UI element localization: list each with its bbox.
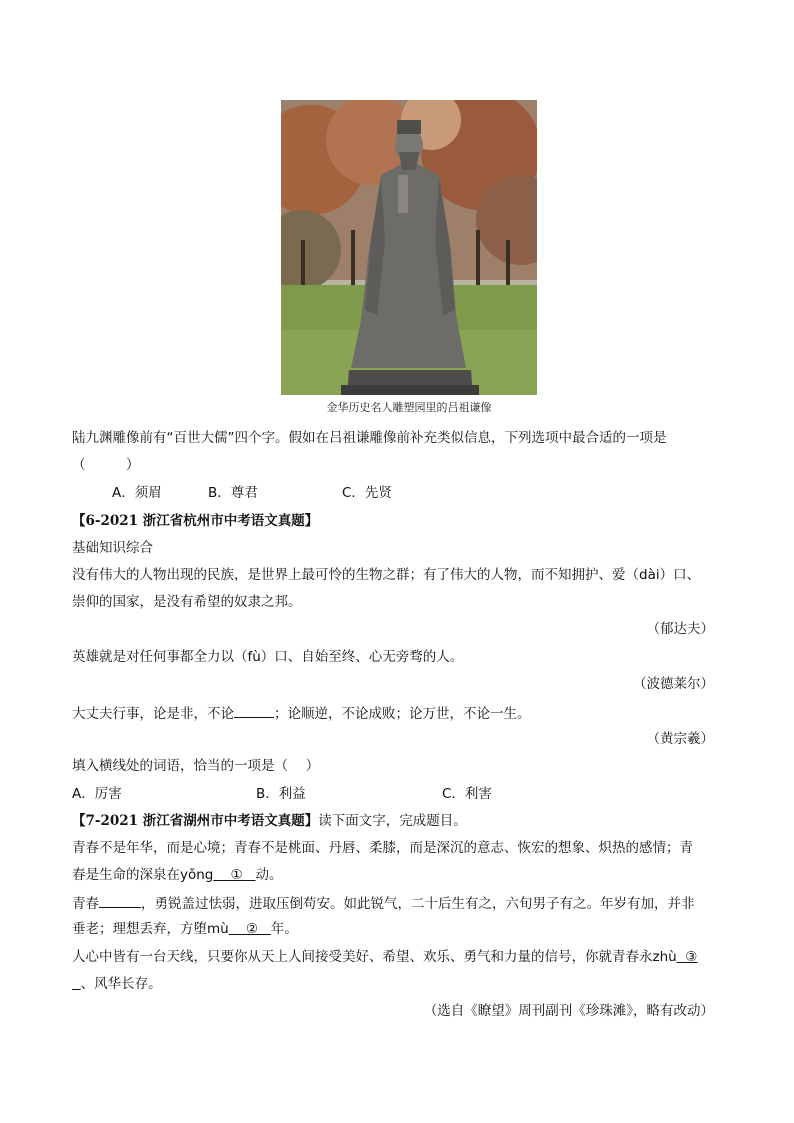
q7-line-4 <box>72 920 298 938</box>
q7-instruction: 读下面文字，完成题目。 <box>318 813 467 829</box>
q7-blank-2-number: ② <box>245 921 258 937</box>
q6-paragraph-2: 英雄就是对任何事都全力以（fù）口、自始至终、心无旁骛的人。 <box>72 649 464 665</box>
q6-paragraph-3 <box>72 703 531 723</box>
q7-l3-before: 青春 <box>72 896 99 912</box>
q7-l2-before: 春是生命的深泉在yǒng <box>72 867 214 883</box>
q6-fill-blank <box>234 703 274 718</box>
q7-l4-before: 垂老；理想丢弃，方堕mù <box>72 921 229 937</box>
q6-option-a: A．厉害 <box>72 786 122 802</box>
q7-line-6 <box>72 975 162 993</box>
q7-line-3 <box>72 893 695 913</box>
q6-author-1: （郁达夫） <box>646 621 714 637</box>
q6-author-2: （波德莱尔） <box>633 676 714 692</box>
q6-options <box>72 785 492 803</box>
q5-answer-paren: （ ） <box>72 457 140 473</box>
photo-caption: 金华历史名人雕塑园里的吕祖谦像 <box>326 402 492 414</box>
q6-subtitle: 基础知识综合 <box>72 540 153 556</box>
q7-blank-qingchun <box>99 893 141 908</box>
q7-l3-after: ，勇锐盖过怯弱，进取压倒苟安。如此锐气，二十后生有之，六旬男子有之。年岁有加，并非 <box>141 896 695 912</box>
q7-line-1: 青春不是年华，而是心境；青春不是桃面、丹唇、柔膝，而是深沉的意志、恢宏的想象、炽热的感情；青 <box>72 840 693 856</box>
q7-source: （选自《瞭望》周刊副刊《珍珠滩》，略有改动） <box>423 1003 714 1019</box>
q5-option-a: A．须眉 <box>112 485 162 501</box>
q7-blank-3-number: ③ <box>685 949 698 965</box>
q7-line-5 <box>72 948 697 966</box>
q6-paragraph-1-line-1: 没有伟大的人物出现的民族，是世界上最可怜的生物之群；有了伟大的人物，而不知拥护、爱（dài）口、 <box>72 567 701 583</box>
q7-header-line <box>72 812 467 830</box>
q5-option-c: C．先贤 <box>342 485 392 501</box>
q6-p3-before: 大丈夫行事，论是非，不论 <box>72 706 234 722</box>
q6-option-c: C．利害 <box>442 786 492 802</box>
q7-blank-1 <box>213 867 255 883</box>
q6-option-b: B．利益 <box>256 786 306 802</box>
q7-l5-before: 人心中皆有一台天线，只要你从天上人间接受美好、希望、欢乐、勇气和力量的信号，你就青春永zhù <box>72 949 677 965</box>
q7-blank-1-number: ① <box>230 867 243 883</box>
q5-options <box>112 484 392 502</box>
q7-blank-3 <box>677 949 698 965</box>
q6-question: 填入横线处的词语，恰当的一项是（ ） <box>72 758 320 774</box>
q6-author-3: （黄宗羲） <box>646 731 714 747</box>
q7-l4-after: 年。 <box>270 921 298 937</box>
q7-blank-2 <box>229 921 271 937</box>
q7-l2-after: 动。 <box>255 867 283 883</box>
q7-header: 【7-2021 浙江省湖州市中考语文真题】 <box>72 813 319 829</box>
q7-line-2 <box>72 866 283 884</box>
q6-header: 【6-2021 浙江省杭州市中考语文真题】 <box>72 513 319 529</box>
statue-photo <box>281 100 537 395</box>
q7-l6: 、风华长存。 <box>80 976 162 992</box>
q6-paragraph-1-line-2: 崇仰的国家，是没有希望的奴隶之邦。 <box>72 594 302 610</box>
q7-blank-3-tail <box>72 976 81 992</box>
q5-stem: 陆九渊雕像前有“百世大儒”四个字。假如在吕祖谦雕像前补充类似信息，下列选项中最合适的一项是 <box>72 430 667 446</box>
q6-p3-after: ；论顺逆，不论成败；论万世，不论一生。 <box>274 706 531 722</box>
q5-option-b: B．尊君 <box>208 485 258 501</box>
statue-image <box>281 100 537 395</box>
